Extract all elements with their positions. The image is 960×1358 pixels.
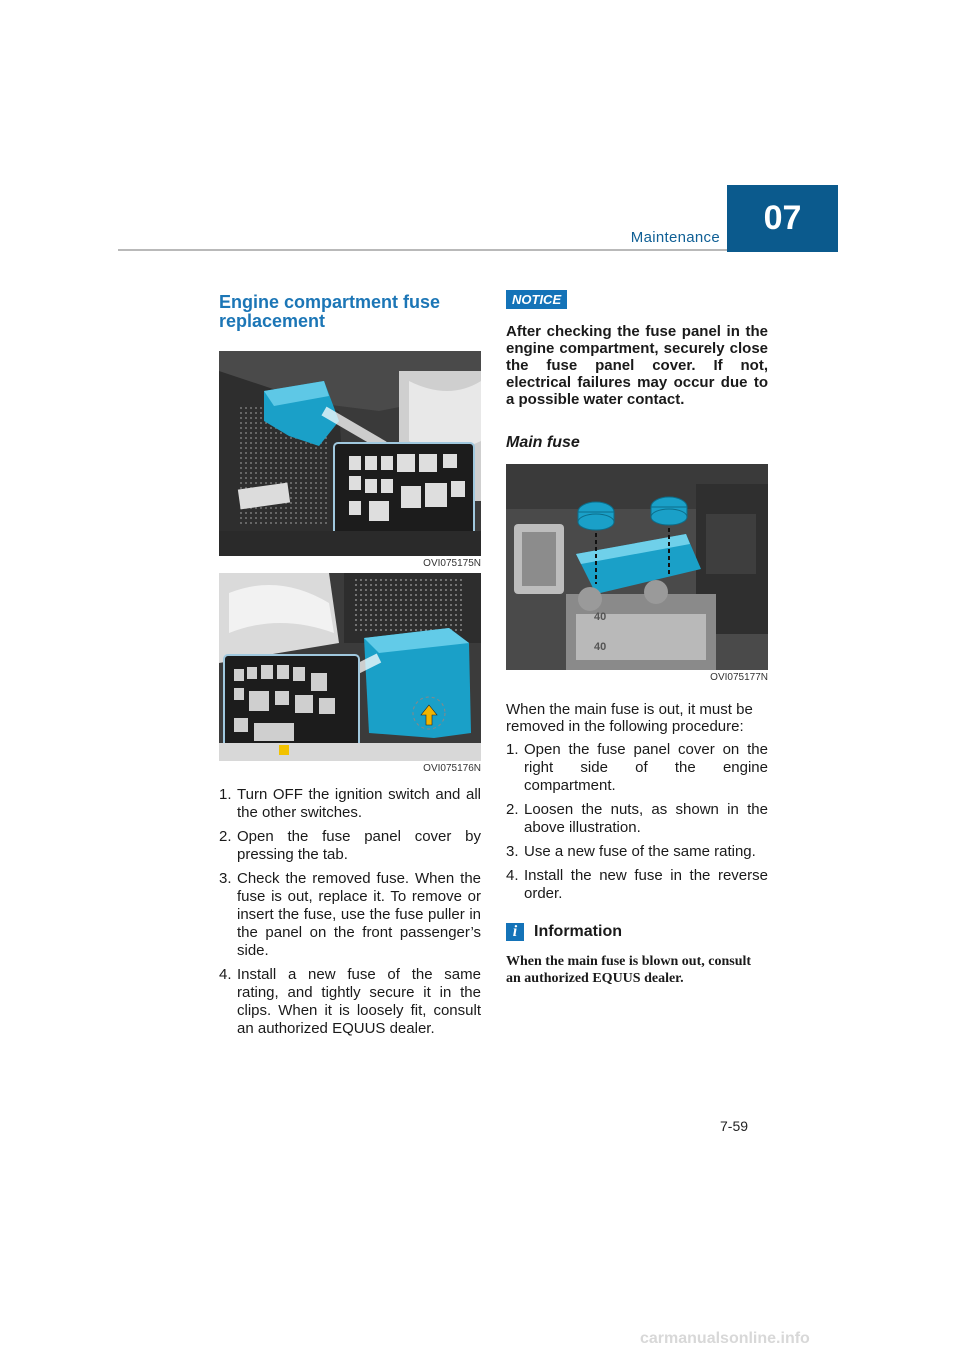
replacement-steps [219, 786, 481, 1038]
engine-cover-illustration [219, 351, 481, 556]
right-column [506, 290, 768, 987]
engine-cover-figure [219, 351, 481, 556]
list-item: 4. Install a new fuse of the same rating, and tightly secure it in the clips. When it is loosely fit, consult an authorized EQUUS dealer. [219, 966, 481, 1037]
fuse-box-figure [219, 573, 481, 761]
section-title: Engine compartment fuse replacement [219, 292, 441, 331]
information-heading [506, 923, 768, 941]
list-item: 2. Loosen the nuts, as shown in the above illustration. [506, 801, 768, 836]
watermark: carmanualsonline.info [640, 1330, 810, 1347]
information-title: Information [534, 923, 622, 940]
list-item: 2. Open the fuse panel cover by pressing the tab. [219, 828, 481, 863]
chapter-tab [727, 185, 838, 252]
chapter-number: 07 [763, 199, 802, 237]
notice-text: After checking the fuse panel in the engine compartment, securely close the fuse panel cover. If not, electrical failures may occur due to a possible water contact. [506, 323, 768, 408]
main-fuse-illustration [506, 464, 768, 670]
figure-caption-row [219, 556, 481, 573]
list-item: 3. Check the removed fuse. When the fuse is out, replace it. To remove or insert the fuse, use the fuse puller in the panel on the front passenger’s side. [219, 870, 481, 959]
notice-badge: NOTICE [506, 290, 567, 309]
page-number: 7-59 [720, 1118, 749, 1134]
subsection-title: Main fuse [506, 434, 580, 451]
fuse-rating-label: 40 [594, 611, 607, 623]
figure-caption-row [506, 670, 768, 687]
list-item: 1. Open the fuse panel cover on the right side of the engine compartment. [506, 741, 768, 794]
figure-caption: OVI075175N [423, 558, 481, 569]
left-column [219, 290, 481, 1044]
main-fuse-steps [506, 741, 768, 903]
info-icon: i [506, 923, 524, 941]
list-item: 1. Turn OFF the ignition switch and all the other switches. [219, 786, 481, 821]
fuse-rating-label: 40 [594, 641, 607, 653]
list-item: 3. Use a new fuse of the same rating. [506, 843, 756, 860]
information-text: When the main fuse is blown out, consult an authorized EQUUS dealer. [506, 954, 752, 986]
section-label: Maintenance [630, 229, 720, 246]
figure-caption: OVI075177N [710, 672, 768, 683]
header-rule [118, 249, 728, 251]
procedure-intro: When the main fuse is out, it must be removed in the following procedure: [506, 701, 753, 735]
main-fuse-figure [506, 464, 768, 670]
figure-caption: OVI075176N [423, 763, 481, 774]
fuse-box-illustration [219, 573, 481, 761]
list-item: 4. Install the new fuse in the reverse order. [506, 867, 768, 902]
figure-caption-row [219, 761, 481, 778]
